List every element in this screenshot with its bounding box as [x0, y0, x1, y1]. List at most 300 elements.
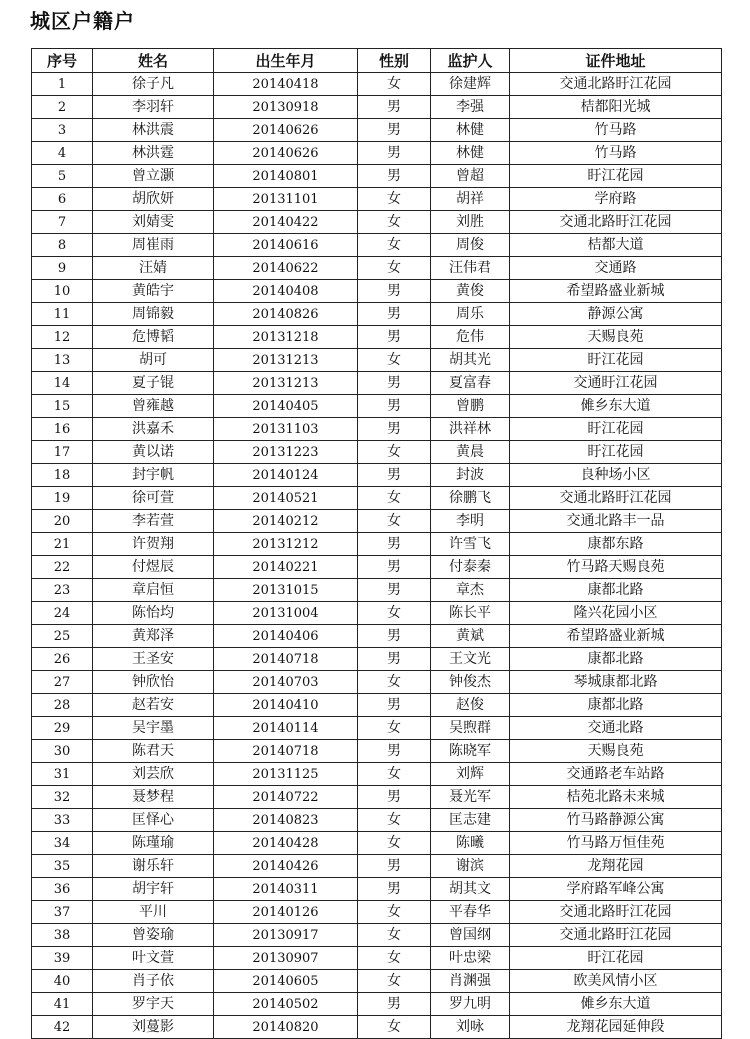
table-row — [32, 740, 722, 763]
cell-address: 竹马路 — [510, 142, 722, 165]
cell-seq: 39 — [32, 947, 93, 970]
header-guardian: 监护人 — [431, 49, 510, 73]
table-row — [32, 901, 722, 924]
table-row — [32, 878, 722, 901]
cell-gender: 女 — [358, 234, 431, 257]
table-row — [32, 832, 722, 855]
cell-gender: 男 — [358, 556, 431, 579]
table-row — [32, 648, 722, 671]
cell-name: 李若萱 — [93, 510, 214, 533]
cell-address: 交通北路盱江花园 — [510, 211, 722, 234]
cell-address: 天赐良苑 — [510, 740, 722, 763]
cell-guardian: 刘辉 — [431, 763, 510, 786]
cell-name: 刘蔓影 — [93, 1016, 214, 1039]
cell-seq: 5 — [32, 165, 93, 188]
cell-address: 竹马路 — [510, 119, 722, 142]
cell-gender: 女 — [358, 1016, 431, 1039]
cell-seq: 14 — [32, 372, 93, 395]
cell-gender: 男 — [358, 142, 431, 165]
table-row — [32, 464, 722, 487]
cell-gender: 男 — [358, 786, 431, 809]
cell-address: 交通盱江花园 — [510, 372, 722, 395]
cell-guardian: 李强 — [431, 96, 510, 119]
cell-address: 龙翔花园 — [510, 855, 722, 878]
table-row — [32, 234, 722, 257]
cell-gender: 女 — [358, 441, 431, 464]
table-row — [32, 993, 722, 1016]
cell-gender: 女 — [358, 73, 431, 96]
table-row — [32, 349, 722, 372]
cell-address: 琴城康都北路 — [510, 671, 722, 694]
cell-address: 康都东路 — [510, 533, 722, 556]
cell-address: 竹马路天赐良苑 — [510, 556, 722, 579]
cell-gender: 女 — [358, 717, 431, 740]
cell-guardian: 吴煦群 — [431, 717, 510, 740]
cell-guardian: 徐鹏飞 — [431, 487, 510, 510]
cell-seq: 22 — [32, 556, 93, 579]
table-row — [32, 211, 722, 234]
cell-seq: 36 — [32, 878, 93, 901]
cell-address: 盱江花园 — [510, 441, 722, 464]
cell-name: 曾立灏 — [93, 165, 214, 188]
cell-birth: 20140722 — [214, 786, 358, 809]
cell-guardian: 黄晨 — [431, 441, 510, 464]
cell-gender: 男 — [358, 119, 431, 142]
cell-guardian: 胡其光 — [431, 349, 510, 372]
cell-birth: 20140626 — [214, 142, 358, 165]
table-body — [32, 73, 722, 1039]
table-row — [32, 395, 722, 418]
cell-gender: 女 — [358, 188, 431, 211]
cell-seq: 35 — [32, 855, 93, 878]
cell-birth: 20140703 — [214, 671, 358, 694]
cell-name: 胡宇轩 — [93, 878, 214, 901]
table-row — [32, 119, 722, 142]
cell-guardian: 陈曦 — [431, 832, 510, 855]
cell-gender: 男 — [358, 648, 431, 671]
cell-birth: 20140311 — [214, 878, 358, 901]
cell-name: 周锦毅 — [93, 303, 214, 326]
cell-seq: 41 — [32, 993, 93, 1016]
cell-guardian: 许雪飞 — [431, 533, 510, 556]
cell-seq: 3 — [32, 119, 93, 142]
cell-seq: 38 — [32, 924, 93, 947]
cell-address: 交通北路盱江花园 — [510, 924, 722, 947]
cell-gender: 男 — [358, 395, 431, 418]
cell-address: 交通北路丰一品 — [510, 510, 722, 533]
cell-seq: 37 — [32, 901, 93, 924]
table-row — [32, 188, 722, 211]
cell-address: 隆兴花园小区 — [510, 602, 722, 625]
table-row — [32, 280, 722, 303]
header-name: 姓名 — [93, 49, 214, 73]
cell-guardian: 夏富春 — [431, 372, 510, 395]
cell-gender: 男 — [358, 740, 431, 763]
cell-birth: 20140418 — [214, 73, 358, 96]
cell-birth: 20140405 — [214, 395, 358, 418]
header-row — [32, 49, 722, 73]
cell-gender: 男 — [358, 326, 431, 349]
table-row — [32, 533, 722, 556]
cell-name: 陈怡均 — [93, 602, 214, 625]
cell-seq: 21 — [32, 533, 93, 556]
cell-address: 交通北路盱江花园 — [510, 487, 722, 510]
cell-gender: 男 — [358, 855, 431, 878]
cell-guardian: 肖渊强 — [431, 970, 510, 993]
cell-birth: 20140626 — [214, 119, 358, 142]
cell-name: 黄以诺 — [93, 441, 214, 464]
cell-gender: 女 — [358, 257, 431, 280]
cell-guardian: 刘胜 — [431, 211, 510, 234]
cell-address: 盱江花园 — [510, 418, 722, 441]
cell-gender: 男 — [358, 372, 431, 395]
header-birth: 出生年月 — [214, 49, 358, 73]
table-row — [32, 142, 722, 165]
cell-birth: 20130907 — [214, 947, 358, 970]
cell-birth: 20140126 — [214, 901, 358, 924]
cell-name: 黄郑泽 — [93, 625, 214, 648]
cell-seq: 23 — [32, 579, 93, 602]
cell-name: 陈君天 — [93, 740, 214, 763]
cell-name: 罗宇天 — [93, 993, 214, 1016]
cell-address: 交通北路盱江花园 — [510, 73, 722, 96]
cell-guardian: 钟俊杰 — [431, 671, 510, 694]
cell-guardian: 汪伟君 — [431, 257, 510, 280]
cell-birth: 20140406 — [214, 625, 358, 648]
table-row — [32, 947, 722, 970]
cell-name: 洪嘉禾 — [93, 418, 214, 441]
cell-birth: 20130917 — [214, 924, 358, 947]
cell-seq: 19 — [32, 487, 93, 510]
cell-address: 竹马路静源公寓 — [510, 809, 722, 832]
cell-guardian: 付泰秦 — [431, 556, 510, 579]
cell-seq: 28 — [32, 694, 93, 717]
cell-gender: 男 — [358, 533, 431, 556]
cell-guardian: 徐建辉 — [431, 73, 510, 96]
cell-guardian: 匡志建 — [431, 809, 510, 832]
table-row — [32, 165, 722, 188]
cell-gender: 女 — [358, 211, 431, 234]
cell-name: 陈瑾瑜 — [93, 832, 214, 855]
cell-seq: 33 — [32, 809, 93, 832]
cell-seq: 8 — [32, 234, 93, 257]
cell-guardian: 林健 — [431, 119, 510, 142]
cell-name: 曾雍越 — [93, 395, 214, 418]
cell-address: 希望路盛业新城 — [510, 280, 722, 303]
cell-birth: 20131101 — [214, 188, 358, 211]
cell-name: 钟欣怡 — [93, 671, 214, 694]
table-row — [32, 717, 722, 740]
cell-seq: 40 — [32, 970, 93, 993]
cell-name: 赵若安 — [93, 694, 214, 717]
cell-guardian: 黄俊 — [431, 280, 510, 303]
cell-guardian: 王文光 — [431, 648, 510, 671]
cell-address: 交通路老车站路 — [510, 763, 722, 786]
cell-birth: 20140212 — [214, 510, 358, 533]
cell-gender: 女 — [358, 510, 431, 533]
cell-birth: 20140502 — [214, 993, 358, 1016]
cell-gender: 男 — [358, 625, 431, 648]
cell-address: 傩乡东大道 — [510, 395, 722, 418]
cell-name: 章启恒 — [93, 579, 214, 602]
cell-guardian: 黄斌 — [431, 625, 510, 648]
cell-birth: 20131125 — [214, 763, 358, 786]
cell-gender: 女 — [358, 349, 431, 372]
cell-name: 危博韬 — [93, 326, 214, 349]
cell-gender: 女 — [358, 901, 431, 924]
table-row — [32, 602, 722, 625]
cell-gender: 男 — [358, 993, 431, 1016]
table-row — [32, 487, 722, 510]
cell-gender: 男 — [358, 96, 431, 119]
table-header — [32, 49, 722, 73]
cell-seq: 31 — [32, 763, 93, 786]
cell-birth: 20140616 — [214, 234, 358, 257]
cell-gender: 男 — [358, 694, 431, 717]
table-row — [32, 671, 722, 694]
cell-gender: 男 — [358, 303, 431, 326]
cell-gender: 女 — [358, 924, 431, 947]
table-row — [32, 970, 722, 993]
cell-gender: 男 — [358, 464, 431, 487]
cell-birth: 20131213 — [214, 349, 358, 372]
cell-gender: 女 — [358, 671, 431, 694]
table-row — [32, 763, 722, 786]
cell-gender: 女 — [358, 947, 431, 970]
cell-name: 胡可 — [93, 349, 214, 372]
cell-birth: 20140820 — [214, 1016, 358, 1039]
cell-seq: 16 — [32, 418, 93, 441]
cell-seq: 30 — [32, 740, 93, 763]
cell-seq: 1 — [32, 73, 93, 96]
cell-guardian: 曾国纲 — [431, 924, 510, 947]
cell-name: 聂梦程 — [93, 786, 214, 809]
cell-address: 交通北路盱江花园 — [510, 901, 722, 924]
cell-address: 盱江花园 — [510, 947, 722, 970]
cell-birth: 20140605 — [214, 970, 358, 993]
header-seq: 序号 — [32, 49, 93, 73]
cell-birth: 20140826 — [214, 303, 358, 326]
cell-gender: 女 — [358, 970, 431, 993]
cell-guardian: 洪祥林 — [431, 418, 510, 441]
cell-address: 盱江花园 — [510, 349, 722, 372]
cell-address: 桔都大道 — [510, 234, 722, 257]
cell-seq: 6 — [32, 188, 93, 211]
cell-address: 桔都阳光城 — [510, 96, 722, 119]
cell-address: 学府路军峰公寓 — [510, 878, 722, 901]
cell-name: 黄皓宇 — [93, 280, 214, 303]
cell-address: 欧美风情小区 — [510, 970, 722, 993]
cell-address: 良种场小区 — [510, 464, 722, 487]
cell-guardian: 陈晓军 — [431, 740, 510, 763]
cell-gender: 女 — [358, 602, 431, 625]
cell-seq: 7 — [32, 211, 93, 234]
cell-gender: 男 — [358, 418, 431, 441]
cell-gender: 女 — [358, 763, 431, 786]
cell-seq: 4 — [32, 142, 93, 165]
cell-name: 王圣安 — [93, 648, 214, 671]
cell-seq: 25 — [32, 625, 93, 648]
table-row — [32, 579, 722, 602]
cell-birth: 20131015 — [214, 579, 358, 602]
cell-guardian: 平春华 — [431, 901, 510, 924]
table-row — [32, 372, 722, 395]
cell-birth: 20140426 — [214, 855, 358, 878]
cell-name: 匡怿心 — [93, 809, 214, 832]
cell-seq: 15 — [32, 395, 93, 418]
cell-guardian: 林健 — [431, 142, 510, 165]
cell-address: 交通北路 — [510, 717, 722, 740]
cell-seq: 27 — [32, 671, 93, 694]
cell-gender: 女 — [358, 487, 431, 510]
cell-name: 李羽轩 — [93, 96, 214, 119]
cell-gender: 男 — [358, 878, 431, 901]
cell-gender: 男 — [358, 165, 431, 188]
cell-seq: 20 — [32, 510, 93, 533]
cell-name: 谢乐轩 — [93, 855, 214, 878]
cell-guardian: 叶忠梁 — [431, 947, 510, 970]
cell-seq: 12 — [32, 326, 93, 349]
cell-seq: 42 — [32, 1016, 93, 1039]
cell-address: 桔苑北路未来城 — [510, 786, 722, 809]
cell-birth: 20140718 — [214, 740, 358, 763]
table-row — [32, 257, 722, 280]
cell-address: 竹马路万恒佳苑 — [510, 832, 722, 855]
cell-guardian: 李明 — [431, 510, 510, 533]
cell-address: 学府路 — [510, 188, 722, 211]
cell-seq: 17 — [32, 441, 93, 464]
cell-guardian: 曾鹏 — [431, 395, 510, 418]
cell-name: 付煜辰 — [93, 556, 214, 579]
cell-birth: 20140114 — [214, 717, 358, 740]
cell-name: 徐可萱 — [93, 487, 214, 510]
cell-seq: 24 — [32, 602, 93, 625]
cell-address: 盱江花园 — [510, 165, 722, 188]
cell-guardian: 刘咏 — [431, 1016, 510, 1039]
cell-birth: 20140823 — [214, 809, 358, 832]
cell-birth: 20131103 — [214, 418, 358, 441]
table-row — [32, 73, 722, 96]
cell-guardian: 危伟 — [431, 326, 510, 349]
cell-address: 希望路盛业新城 — [510, 625, 722, 648]
table-row — [32, 625, 722, 648]
cell-birth: 20131212 — [214, 533, 358, 556]
table-row — [32, 326, 722, 349]
cell-seq: 26 — [32, 648, 93, 671]
cell-seq: 2 — [32, 96, 93, 119]
cell-address: 傩乡东大道 — [510, 993, 722, 1016]
cell-birth: 20140428 — [214, 832, 358, 855]
cell-birth: 20140124 — [214, 464, 358, 487]
table-row — [32, 96, 722, 119]
table-row — [32, 441, 722, 464]
cell-birth: 20140408 — [214, 280, 358, 303]
cell-gender: 女 — [358, 832, 431, 855]
table-row — [32, 786, 722, 809]
cell-seq: 29 — [32, 717, 93, 740]
cell-birth: 20131218 — [214, 326, 358, 349]
table-row — [32, 418, 722, 441]
table-row — [32, 694, 722, 717]
cell-seq: 34 — [32, 832, 93, 855]
registry-table — [31, 48, 722, 1039]
cell-guardian: 章杰 — [431, 579, 510, 602]
cell-seq: 13 — [32, 349, 93, 372]
cell-birth: 20140622 — [214, 257, 358, 280]
cell-address: 静源公寓 — [510, 303, 722, 326]
table-row — [32, 556, 722, 579]
cell-address: 康都北路 — [510, 694, 722, 717]
cell-address: 康都北路 — [510, 579, 722, 602]
cell-guardian: 胡其文 — [431, 878, 510, 901]
header-address: 证件地址 — [510, 49, 722, 73]
cell-birth: 20140410 — [214, 694, 358, 717]
cell-name: 夏子锟 — [93, 372, 214, 395]
cell-gender: 男 — [358, 280, 431, 303]
cell-guardian: 谢滨 — [431, 855, 510, 878]
table-row — [32, 510, 722, 533]
cell-name: 封宇帆 — [93, 464, 214, 487]
cell-seq: 11 — [32, 303, 93, 326]
table-row — [32, 924, 722, 947]
cell-name: 徐子凡 — [93, 73, 214, 96]
cell-guardian: 周乐 — [431, 303, 510, 326]
cell-guardian: 聂光军 — [431, 786, 510, 809]
cell-name: 林洪震 — [93, 119, 214, 142]
cell-name: 肖子依 — [93, 970, 214, 993]
table-row — [32, 809, 722, 832]
cell-name: 刘芸欣 — [93, 763, 214, 786]
cell-seq: 18 — [32, 464, 93, 487]
cell-address: 康都北路 — [510, 648, 722, 671]
table-row — [32, 1016, 722, 1039]
table-row — [32, 855, 722, 878]
cell-guardian: 周俊 — [431, 234, 510, 257]
cell-guardian: 封波 — [431, 464, 510, 487]
cell-guardian: 曾超 — [431, 165, 510, 188]
cell-birth: 20140718 — [214, 648, 358, 671]
cell-birth: 20130918 — [214, 96, 358, 119]
cell-guardian: 罗九明 — [431, 993, 510, 1016]
cell-seq: 9 — [32, 257, 93, 280]
cell-name: 胡欣妍 — [93, 188, 214, 211]
cell-birth: 20140221 — [214, 556, 358, 579]
cell-guardian: 陈长平 — [431, 602, 510, 625]
cell-name: 刘婧雯 — [93, 211, 214, 234]
cell-name: 曾姿瑜 — [93, 924, 214, 947]
page-title: 城区户籍户 — [30, 9, 135, 33]
cell-name: 林洪霆 — [93, 142, 214, 165]
cell-name: 汪婧 — [93, 257, 214, 280]
cell-name: 许贺翔 — [93, 533, 214, 556]
cell-birth: 20131004 — [214, 602, 358, 625]
cell-address: 交通路 — [510, 257, 722, 280]
cell-name: 叶文萱 — [93, 947, 214, 970]
cell-seq: 32 — [32, 786, 93, 809]
cell-birth: 20140521 — [214, 487, 358, 510]
table-row — [32, 303, 722, 326]
cell-birth: 20140801 — [214, 165, 358, 188]
cell-guardian: 赵俊 — [431, 694, 510, 717]
cell-name: 吴宇墨 — [93, 717, 214, 740]
cell-address: 天赐良苑 — [510, 326, 722, 349]
cell-birth: 20131213 — [214, 372, 358, 395]
cell-guardian: 胡祥 — [431, 188, 510, 211]
cell-name: 平川 — [93, 901, 214, 924]
cell-birth: 20140422 — [214, 211, 358, 234]
cell-birth: 20131223 — [214, 441, 358, 464]
cell-gender: 女 — [358, 809, 431, 832]
